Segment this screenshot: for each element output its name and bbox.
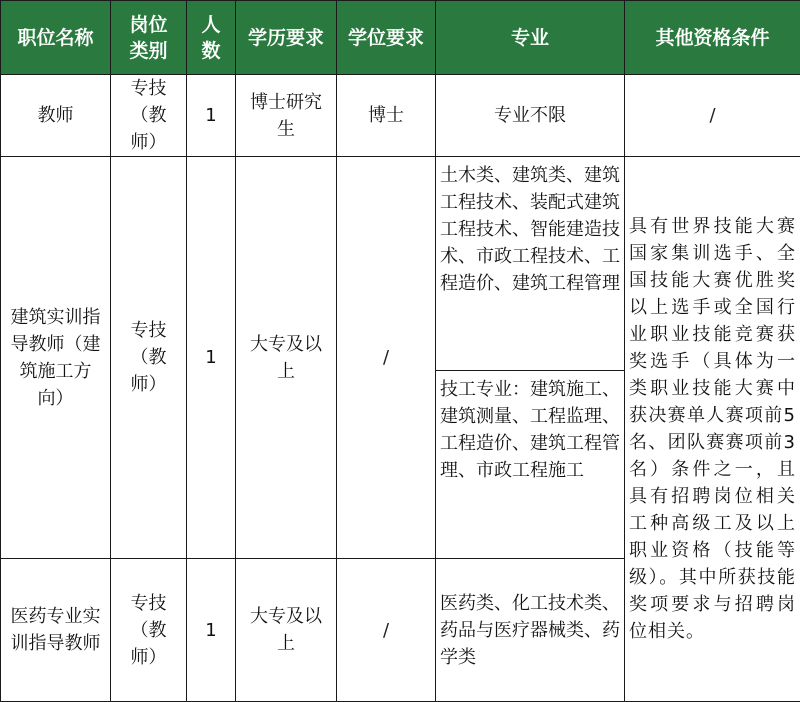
cell-position-name: 教师 xyxy=(1,75,111,157)
table-row xyxy=(1,75,800,157)
header-count: 人数 xyxy=(187,1,236,75)
cell-position-name: 医药专业实训指导教师 xyxy=(1,559,111,702)
cell-major-general: 土木类、建筑类、建筑工程技术、装配式建筑工程技术、智能建造技术、市政工程技术、工程造价、建筑工程管理 xyxy=(436,157,625,371)
header-position-name: 职位名称 xyxy=(1,1,111,75)
cell-education: 大专及以上 xyxy=(236,157,337,559)
header-major: 专业 xyxy=(436,1,625,75)
cell-other-qualifications: 具有世界技能大赛国家集训选手、全国技能大赛优胜奖以上选手或全国行业职业技能竞赛获奖选手（具体为一类职业技能大赛中获决赛单人赛项前5名、团队赛赛项前3名）条件之一，且具有招聘岗位相关工种高级工及以上职业资格（技能等级）。其中所获技能奖项要求与招聘岗位相关。 xyxy=(625,157,800,702)
cell-major: 医药类、化工技术类、药品与医疗器械类、药学类 xyxy=(436,559,625,702)
header-education: 学历要求 xyxy=(236,1,337,75)
cell-education: 大专及以上 xyxy=(236,559,337,702)
cell-major-technician: 技工专业：建筑施工、建筑测量、工程监理、工程造价、建筑工程管理、市政工程施工 xyxy=(436,371,625,559)
cell-count: 1 xyxy=(187,559,236,702)
table-row xyxy=(1,157,800,371)
header-other: 其他资格条件 xyxy=(625,1,800,75)
header-degree: 学位要求 xyxy=(337,1,436,75)
header-row xyxy=(1,1,800,75)
cell-major: 专业不限 xyxy=(436,75,625,157)
cell-education: 博士研究生 xyxy=(236,75,337,157)
cell-count: 1 xyxy=(187,75,236,157)
cell-post-type: 专技（教师） xyxy=(111,559,187,702)
cell-post-type: 专技（教师） xyxy=(111,157,187,559)
cell-degree: 博士 xyxy=(337,75,436,157)
cell-count: 1 xyxy=(187,157,236,559)
cell-degree: / xyxy=(337,157,436,559)
cell-degree: / xyxy=(337,559,436,702)
cell-position-name: 建筑实训指导教师（建筑施工方向） xyxy=(1,157,111,559)
cell-post-type: 专技（教师） xyxy=(111,75,187,157)
header-post-type: 岗位类别 xyxy=(111,1,187,75)
cell-other: / xyxy=(625,75,800,157)
